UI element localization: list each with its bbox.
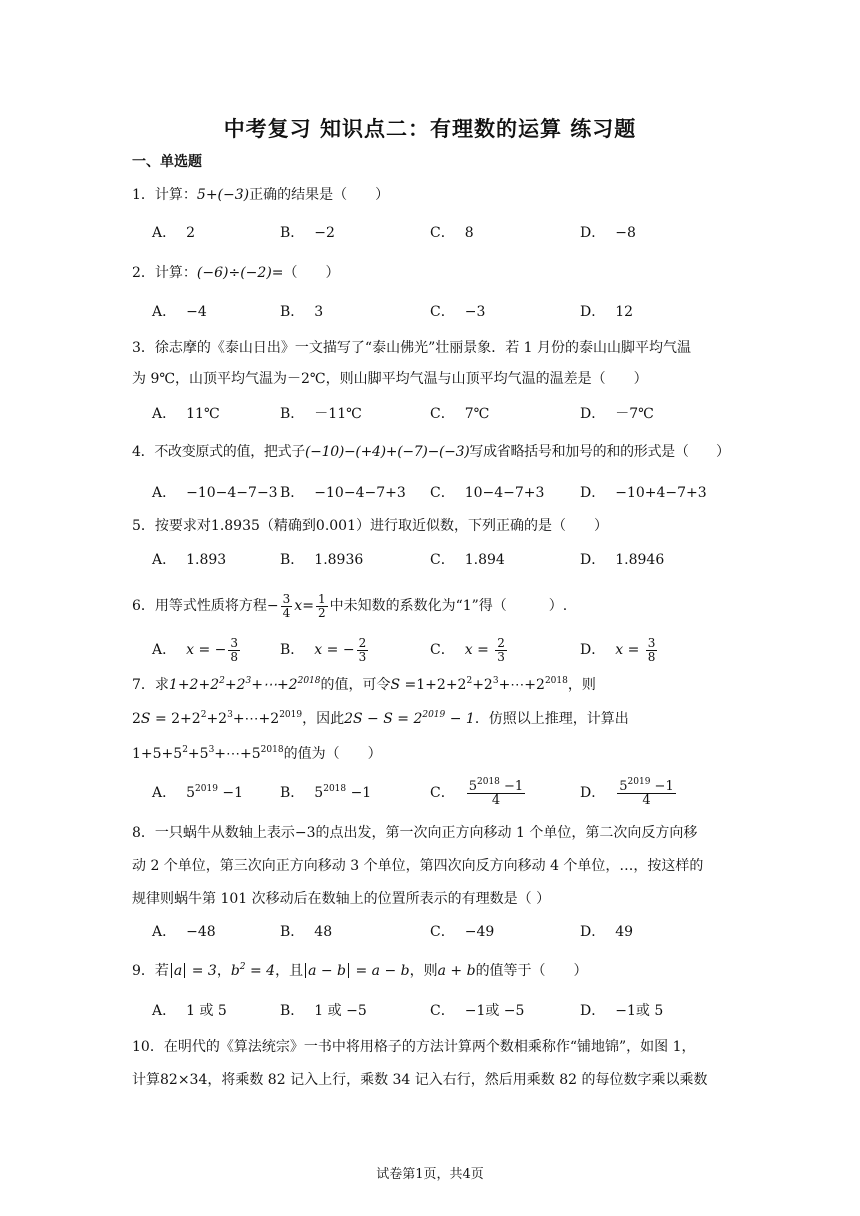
option-d[interactable]: D． −10+4−7+3 bbox=[580, 485, 707, 501]
fraction: $\frac{3}{4}$ bbox=[282, 591, 291, 620]
option-b[interactable]: B． －11℃ bbox=[280, 406, 362, 422]
option-b[interactable]: B． $5^{2018} -1$ bbox=[280, 784, 372, 801]
option-c[interactable]: C． 8 bbox=[430, 225, 474, 241]
option-d[interactable]: D． 49 bbox=[580, 924, 634, 940]
option-b[interactable]: B． x = − $\frac{2}{3}$ bbox=[280, 635, 367, 664]
section-heading: 一、单选题 bbox=[132, 154, 202, 170]
option-c[interactable]: C． −49 bbox=[430, 924, 495, 940]
question-2-options bbox=[152, 295, 752, 329]
option-d[interactable]: D． −1或 5 bbox=[580, 1003, 664, 1019]
question-1-options bbox=[152, 216, 752, 250]
option-d[interactable]: D． x = $\frac{3}{8}$ bbox=[580, 635, 656, 664]
option-d[interactable]: D． $\frac{5^{2019} -1}{4}$ bbox=[580, 776, 674, 808]
question-7-line-3: $1+5+5^2+5^3+\cdots+5^{2018}$的值为（ ） bbox=[132, 745, 382, 762]
question-3-line-2: 为 9℃，山顶平均气温为－2℃，则山脚平均气温与山顶平均气温的温差是（ ） bbox=[132, 371, 648, 387]
page-title: 中考复习 知识点二：有理数的运算 练习题 bbox=[223, 117, 637, 141]
option-a[interactable]: A． 2 bbox=[152, 225, 196, 241]
page-footer: 试卷第1页，共4页 bbox=[376, 1167, 484, 1182]
option-d[interactable]: D． 1.8946 bbox=[580, 552, 665, 568]
option-a[interactable]: A． −4 bbox=[152, 304, 207, 320]
option-d[interactable]: D． －7℃ bbox=[580, 406, 654, 422]
option-c[interactable]: C． x = $\frac{2}{3}$ bbox=[430, 635, 505, 664]
question-4: 4．不改变原式的值，把式子(−10)−(+4)+(−7)−(−3)写成省略括号和加号的和的形式是（ ） bbox=[132, 444, 730, 460]
option-c[interactable]: C． 7℃ bbox=[430, 406, 490, 422]
fraction: $\frac{1}{2}$ bbox=[317, 591, 326, 620]
question-10: 10．在明代的《算法统宗》一书中将用格子的方法计算两个数相乘称作“铺地锦”，如图 1， bbox=[132, 1039, 696, 1055]
question-6: 6．用等式性质将方程− $\frac{3}{4}$ x= $\frac{1}{2}$ 中未知数的系数化为“1”得（ ）. bbox=[132, 591, 568, 620]
option-c[interactable]: C． −3 bbox=[430, 304, 486, 320]
question-9-options bbox=[152, 994, 752, 1028]
option-a[interactable]: A． x = − $\frac{3}{8}$ bbox=[152, 635, 239, 664]
option-b[interactable]: B． 48 bbox=[280, 924, 333, 940]
question-7-line-2: $2S = 2+2^2+2^3+\cdots+2^{2019}$，因此$2S - S = 2^{2019} - 1$．仿照以上推理，计算出 bbox=[132, 710, 629, 727]
option-b[interactable]: B． −2 bbox=[280, 225, 335, 241]
option-a[interactable]: A． 1 或 5 bbox=[152, 1003, 227, 1019]
question-2: 2．计算：(−6)÷(−2)=（ ） bbox=[132, 265, 340, 281]
question-8-line-3: 规律则蜗牛第 101 次移动后在数轴上的位置所表示的有理数是（ ） bbox=[132, 891, 551, 907]
option-b[interactable]: B． 1 或 −5 bbox=[280, 1003, 367, 1019]
option-d[interactable]: D． −8 bbox=[580, 225, 636, 241]
option-a[interactable]: A． −48 bbox=[152, 924, 216, 940]
option-a[interactable]: A． −10−4−7−3 bbox=[152, 485, 278, 501]
question-8-options bbox=[152, 915, 752, 949]
expression: (−6)÷(−2)= bbox=[196, 265, 284, 281]
question-3: 3．徐志摩的《泰山日出》一文描写了“泰山佛光”壮丽景象．若 1 月份的泰山山脚平均气温 bbox=[132, 340, 692, 356]
option-d[interactable]: D． 12 bbox=[580, 304, 634, 320]
question-7: 7．求$1+2+2^2+2^3+\cdots+2^{2018}$的值，可令$S =1+2+2^2+2^3+\cdots+2^{2018}$，则 bbox=[132, 676, 596, 693]
option-b[interactable]: B． 1.8936 bbox=[280, 552, 364, 568]
question-9: 9．若 a = 3，$b^2 = 4$，且 a − b = a − b，则a + b的值等于（ ） bbox=[132, 962, 588, 979]
question-8-line-2: 动 2 个单位，第三次向正方向移动 3 个单位，第四次向反方向移动 4 个单位，…，按这样的 bbox=[132, 858, 704, 874]
expression: 5+(−3) bbox=[196, 187, 250, 203]
option-c[interactable]: C． $\frac{5^{2018} -1}{4}$ bbox=[430, 776, 524, 808]
question-7-options bbox=[152, 771, 752, 815]
question-8: 8．一只蜗牛从数轴上表示−3的点出发，第一次向正方向移动 1 个单位，第二次向反方向移 bbox=[132, 825, 698, 841]
option-c[interactable]: C． −1或 −5 bbox=[430, 1003, 525, 1019]
question-10-line-2: 计算82×34，将乘数 82 记入上行，乘数 34 记入右行，然后用乘数 82 的每位数字乘以乘数 bbox=[132, 1072, 708, 1088]
question-1: 1．计算：5+(−3)正确的结果是（ ） bbox=[132, 187, 390, 203]
question-5-options bbox=[152, 543, 752, 577]
question-6-options bbox=[152, 629, 752, 671]
expression: (−10)−(+4)+(−7)−(−3) bbox=[305, 444, 470, 460]
option-a[interactable]: A． $5^{2019} -1$ bbox=[152, 784, 244, 801]
option-c[interactable]: C． 1.894 bbox=[430, 552, 505, 568]
option-b[interactable]: B． 3 bbox=[280, 304, 324, 320]
option-a[interactable]: A． 11℃ bbox=[152, 406, 220, 422]
option-a[interactable]: A． 1.893 bbox=[152, 552, 227, 568]
question-4-options bbox=[152, 476, 752, 510]
option-c[interactable]: C． 10−4−7+3 bbox=[430, 485, 545, 501]
question-5: 5．按要求对1.8935（精确到0.001）进行取近似数，下列正确的是（ ） bbox=[132, 518, 608, 534]
option-b[interactable]: B． −10−4−7+3 bbox=[280, 485, 406, 501]
question-3-options bbox=[152, 397, 752, 431]
